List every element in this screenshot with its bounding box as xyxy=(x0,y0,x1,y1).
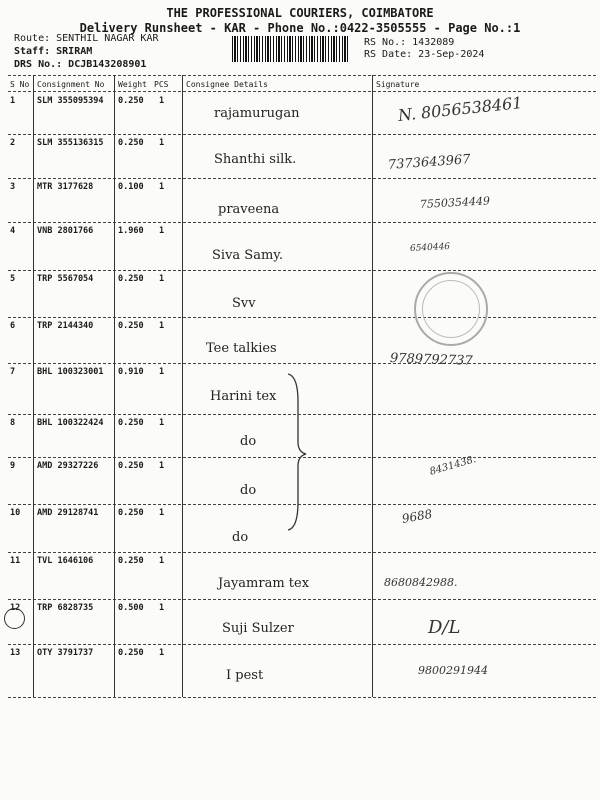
pcs-value: 1 xyxy=(159,603,165,613)
consignment-number: AMD 29327226 xyxy=(37,461,99,471)
barcode xyxy=(232,36,350,62)
weight-value: 0.250 xyxy=(118,461,144,471)
row-sno: 5 xyxy=(10,274,16,284)
weight-value: 0.250 xyxy=(118,96,144,106)
weight-value: 0.250 xyxy=(118,418,144,428)
pcs-value: 1 xyxy=(159,321,165,331)
consignee-handwritten: I pest xyxy=(226,668,264,683)
signature-handwritten: 9800291944 xyxy=(418,664,488,677)
row-divider xyxy=(8,270,596,271)
row-sno: 2 xyxy=(10,138,16,148)
row-divider xyxy=(8,697,596,698)
row-sno: 12 xyxy=(10,603,21,613)
consignment-number: TVL 1646106 xyxy=(37,556,94,566)
row-sno: 4 xyxy=(10,226,16,236)
pcs-value: 1 xyxy=(159,648,165,658)
consignee-handwritten: do xyxy=(240,483,257,498)
row-sno: 7 xyxy=(10,367,16,377)
col-consignment: Consignment No xyxy=(37,80,105,89)
row-sno: 8 xyxy=(10,418,16,428)
signature-handwritten: 8680842988. xyxy=(384,576,458,589)
rubber-stamp xyxy=(414,272,488,346)
row-sno: 3 xyxy=(10,182,16,192)
row-sno: 11 xyxy=(10,556,21,566)
col-consignee: Consignee Details xyxy=(186,80,268,89)
row-sno: 1 xyxy=(10,96,16,106)
consignee-handwritten: Harini tex xyxy=(210,389,277,404)
consignment-number: OTY 3791737 xyxy=(37,648,94,658)
signature-handwritten: 6540446 xyxy=(409,241,451,254)
pcs-value: 1 xyxy=(159,418,165,428)
consignee-handwritten: rajamurugan xyxy=(214,106,300,121)
consignee-handwritten: do xyxy=(240,434,257,449)
pcs-value: 1 xyxy=(159,274,165,284)
consignment-number: TRP 2144340 xyxy=(37,321,94,331)
consignee-handwritten: Svv xyxy=(232,296,256,311)
row-divider xyxy=(8,363,596,364)
consignment-number: SLM 355095394 xyxy=(37,96,104,106)
column-divider xyxy=(33,75,34,697)
row-12-circle-mark xyxy=(4,608,25,629)
weight-value: 1.960 xyxy=(118,226,144,236)
weight-value: 0.910 xyxy=(118,367,144,377)
signature-handwritten: 9688 xyxy=(400,506,434,526)
row-divider xyxy=(8,222,596,223)
consignment-number: BHL 100323001 xyxy=(37,367,104,377)
row-sno: 9 xyxy=(10,461,16,471)
pcs-value: 1 xyxy=(159,96,165,106)
row-divider xyxy=(8,134,596,135)
consignment-number: TRP 5567054 xyxy=(37,274,94,284)
rs-date: RS Date: 23-Sep-2024 xyxy=(364,49,485,60)
consignee-handwritten: do xyxy=(232,530,249,545)
brace-mark xyxy=(286,372,308,532)
consignment-number: AMD 29128741 xyxy=(37,508,99,518)
row-divider xyxy=(8,75,596,76)
consignee-handwritten: Jayamram tex xyxy=(218,576,310,591)
weight-value: 0.250 xyxy=(118,321,144,331)
weight-value: 0.250 xyxy=(118,274,144,284)
consignee-handwritten: Siva Samy. xyxy=(212,248,284,263)
consignee-handwritten: Suji Sulzer xyxy=(222,621,294,636)
consignment-number: TRP 6828735 xyxy=(37,603,94,613)
col-pcs: PCS xyxy=(154,80,169,89)
consignment-number: VNB 2801766 xyxy=(37,226,94,236)
col-sno: S No xyxy=(10,80,30,89)
column-divider xyxy=(114,75,115,697)
drs-number: DRS No.: DCJB143208901 xyxy=(14,59,147,70)
row-divider xyxy=(8,178,596,179)
pcs-value: 1 xyxy=(159,182,165,192)
pcs-value: 1 xyxy=(159,508,165,518)
pcs-value: 1 xyxy=(159,226,165,236)
row-divider xyxy=(8,552,596,553)
col-signature: Signature xyxy=(376,80,420,89)
signature-handwritten: D/L xyxy=(428,617,461,638)
signature-handwritten: 9789792737 xyxy=(389,351,473,369)
row-divider xyxy=(8,317,596,318)
staff-label: Staff: SRIRAM xyxy=(14,46,93,57)
weight-value: 0.100 xyxy=(118,182,144,192)
weight-value: 0.250 xyxy=(118,556,144,566)
row-sno: 6 xyxy=(10,321,16,331)
consignee-handwritten: Tee talkies xyxy=(206,341,277,356)
document-title: THE PROFESSIONAL COURIERS, COIMBATORE xyxy=(166,6,434,20)
weight-value: 0.500 xyxy=(118,603,144,613)
consignee-handwritten: Shanthi silk. xyxy=(214,152,297,167)
weight-value: 0.250 xyxy=(118,648,144,658)
row-sno: 10 xyxy=(10,508,21,518)
pcs-value: 1 xyxy=(159,556,165,566)
consignment-number: MTR 3177628 xyxy=(37,182,94,192)
signature-handwritten: 7550354449 xyxy=(419,194,491,211)
runsheet-subtitle: Delivery Runsheet - KAR - Phone No.:0422-3505555 - Page No.:1 xyxy=(79,21,521,35)
col-weight: Weight xyxy=(118,80,147,89)
pcs-value: 1 xyxy=(159,138,165,148)
route-label: Route: SENTHIL NAGAR KAR xyxy=(14,33,159,44)
column-divider xyxy=(182,75,183,697)
column-divider xyxy=(372,75,373,697)
row-sno: 13 xyxy=(10,648,21,658)
signature-handwritten: 7373643967 xyxy=(387,152,472,173)
consignment-number: BHL 100322424 xyxy=(37,418,104,428)
consignee-handwritten: praveena xyxy=(218,202,280,217)
consignment-number: SLM 355136315 xyxy=(37,138,104,148)
row-divider xyxy=(8,644,596,645)
weight-value: 0.250 xyxy=(118,138,144,148)
rs-number: RS No.: 1432089 xyxy=(364,37,455,48)
signature-handwritten: 8431438. xyxy=(428,454,478,478)
signature-handwritten: N. 8056538461 xyxy=(397,92,524,125)
pcs-value: 1 xyxy=(159,461,165,471)
row-divider xyxy=(8,91,596,92)
pcs-value: 1 xyxy=(159,367,165,377)
weight-value: 0.250 xyxy=(118,508,144,518)
row-divider xyxy=(8,599,596,600)
